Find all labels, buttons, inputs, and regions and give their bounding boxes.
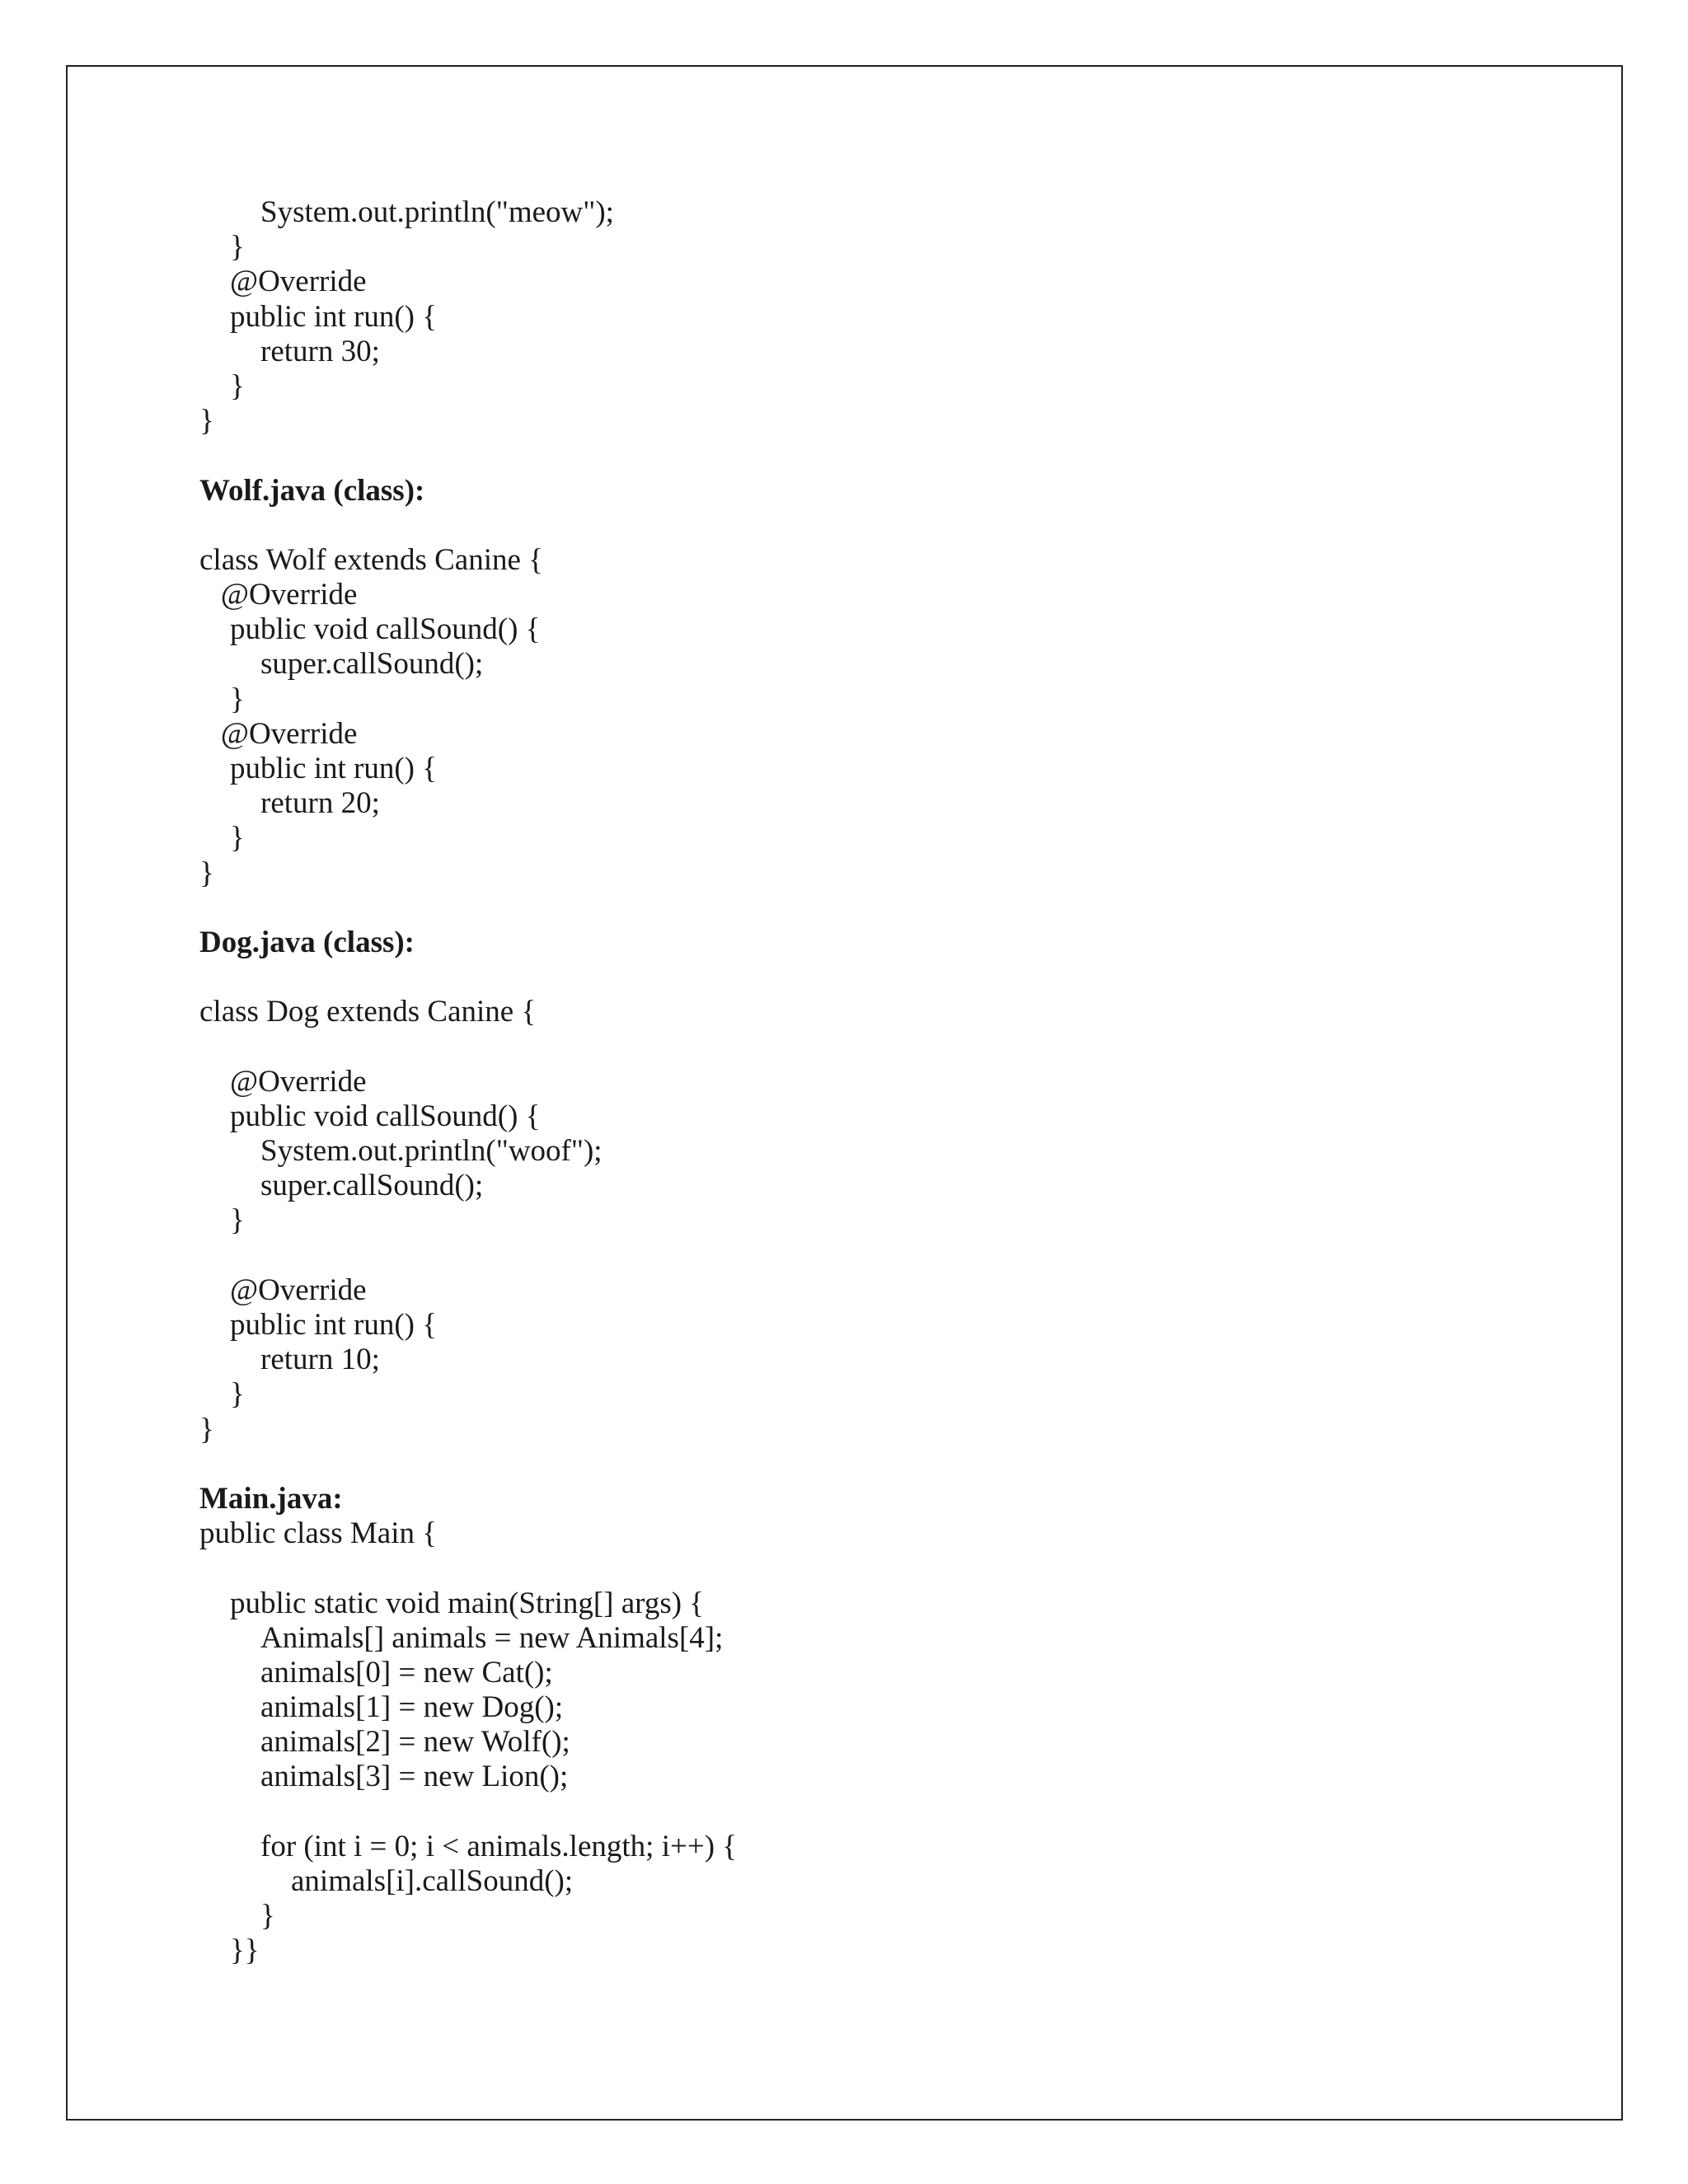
code-line: } <box>260 1899 275 1933</box>
code-line: } <box>199 404 214 438</box>
code-listing <box>199 195 1518 1969</box>
code-line: @Override <box>230 1064 367 1099</box>
code-line: return 10; <box>260 1343 380 1377</box>
code-line: public static void main(String[] args) { <box>230 1586 705 1620</box>
code-line: class Wolf extends Canine { <box>199 542 543 577</box>
code-line: return 20; <box>260 786 380 821</box>
code-line: } <box>230 1377 245 1412</box>
code-line: public int run() { <box>230 752 438 785</box>
code-line: System.out.println("woof"); <box>260 1134 603 1169</box>
section-heading: Dog.java (class): <box>199 925 415 959</box>
code-line: for (int i = 0; i < animals.length; i++) { <box>260 1829 738 1863</box>
code-line <box>199 1239 1518 1273</box>
code-line: } <box>230 821 245 855</box>
section-heading: Wolf.java (class): <box>199 473 425 508</box>
code-line <box>199 1030 1518 1065</box>
code-line: } <box>199 855 214 890</box>
code-line: @Override <box>230 265 367 299</box>
code-line: class Dog extends Canine { <box>199 995 537 1029</box>
code-line: @Override <box>230 1272 367 1307</box>
code-line <box>199 1551 1518 1586</box>
section-heading: Main.java: <box>199 1481 343 1516</box>
code-line: } <box>230 230 245 265</box>
code-line: public int run() { <box>230 299 438 334</box>
code-line <box>199 1795 1518 1830</box>
code-line: return 30; <box>260 334 380 368</box>
section-gap <box>199 891 1518 926</box>
code-line: animals[0] = new Cat(); <box>260 1655 553 1690</box>
section-gap <box>199 1447 1518 1482</box>
code-line: }} <box>230 1933 260 1968</box>
code-line: System.out.println("meow"); <box>260 195 614 229</box>
code-line: @Override <box>220 716 358 751</box>
heading-gap <box>199 509 1518 543</box>
code-line: animals[1] = new Dog(); <box>260 1690 564 1725</box>
code-line: animals[i].callSound(); <box>291 1864 574 1898</box>
code-line: } <box>230 1203 245 1238</box>
code-line: animals[2] = new Wolf(); <box>260 1725 570 1760</box>
code-line: super.callSound(); <box>260 1169 484 1203</box>
code-line: public void callSound() { <box>230 1099 541 1133</box>
heading-gap <box>199 960 1518 995</box>
code-line: Animals[] animals = new Animals[4]; <box>260 1620 724 1655</box>
code-line: } <box>230 368 245 403</box>
code-line: animals[3] = new Lion(); <box>260 1760 569 1794</box>
code-line: } <box>230 682 245 716</box>
code-line: public int run() { <box>230 1308 438 1342</box>
code-line: } <box>199 1412 214 1446</box>
code-line: super.callSound(); <box>260 647 484 682</box>
code-line: @Override <box>220 578 358 612</box>
code-line: public class Main { <box>199 1516 438 1551</box>
section-gap <box>199 438 1518 473</box>
code-line: public void callSound() { <box>230 612 541 647</box>
